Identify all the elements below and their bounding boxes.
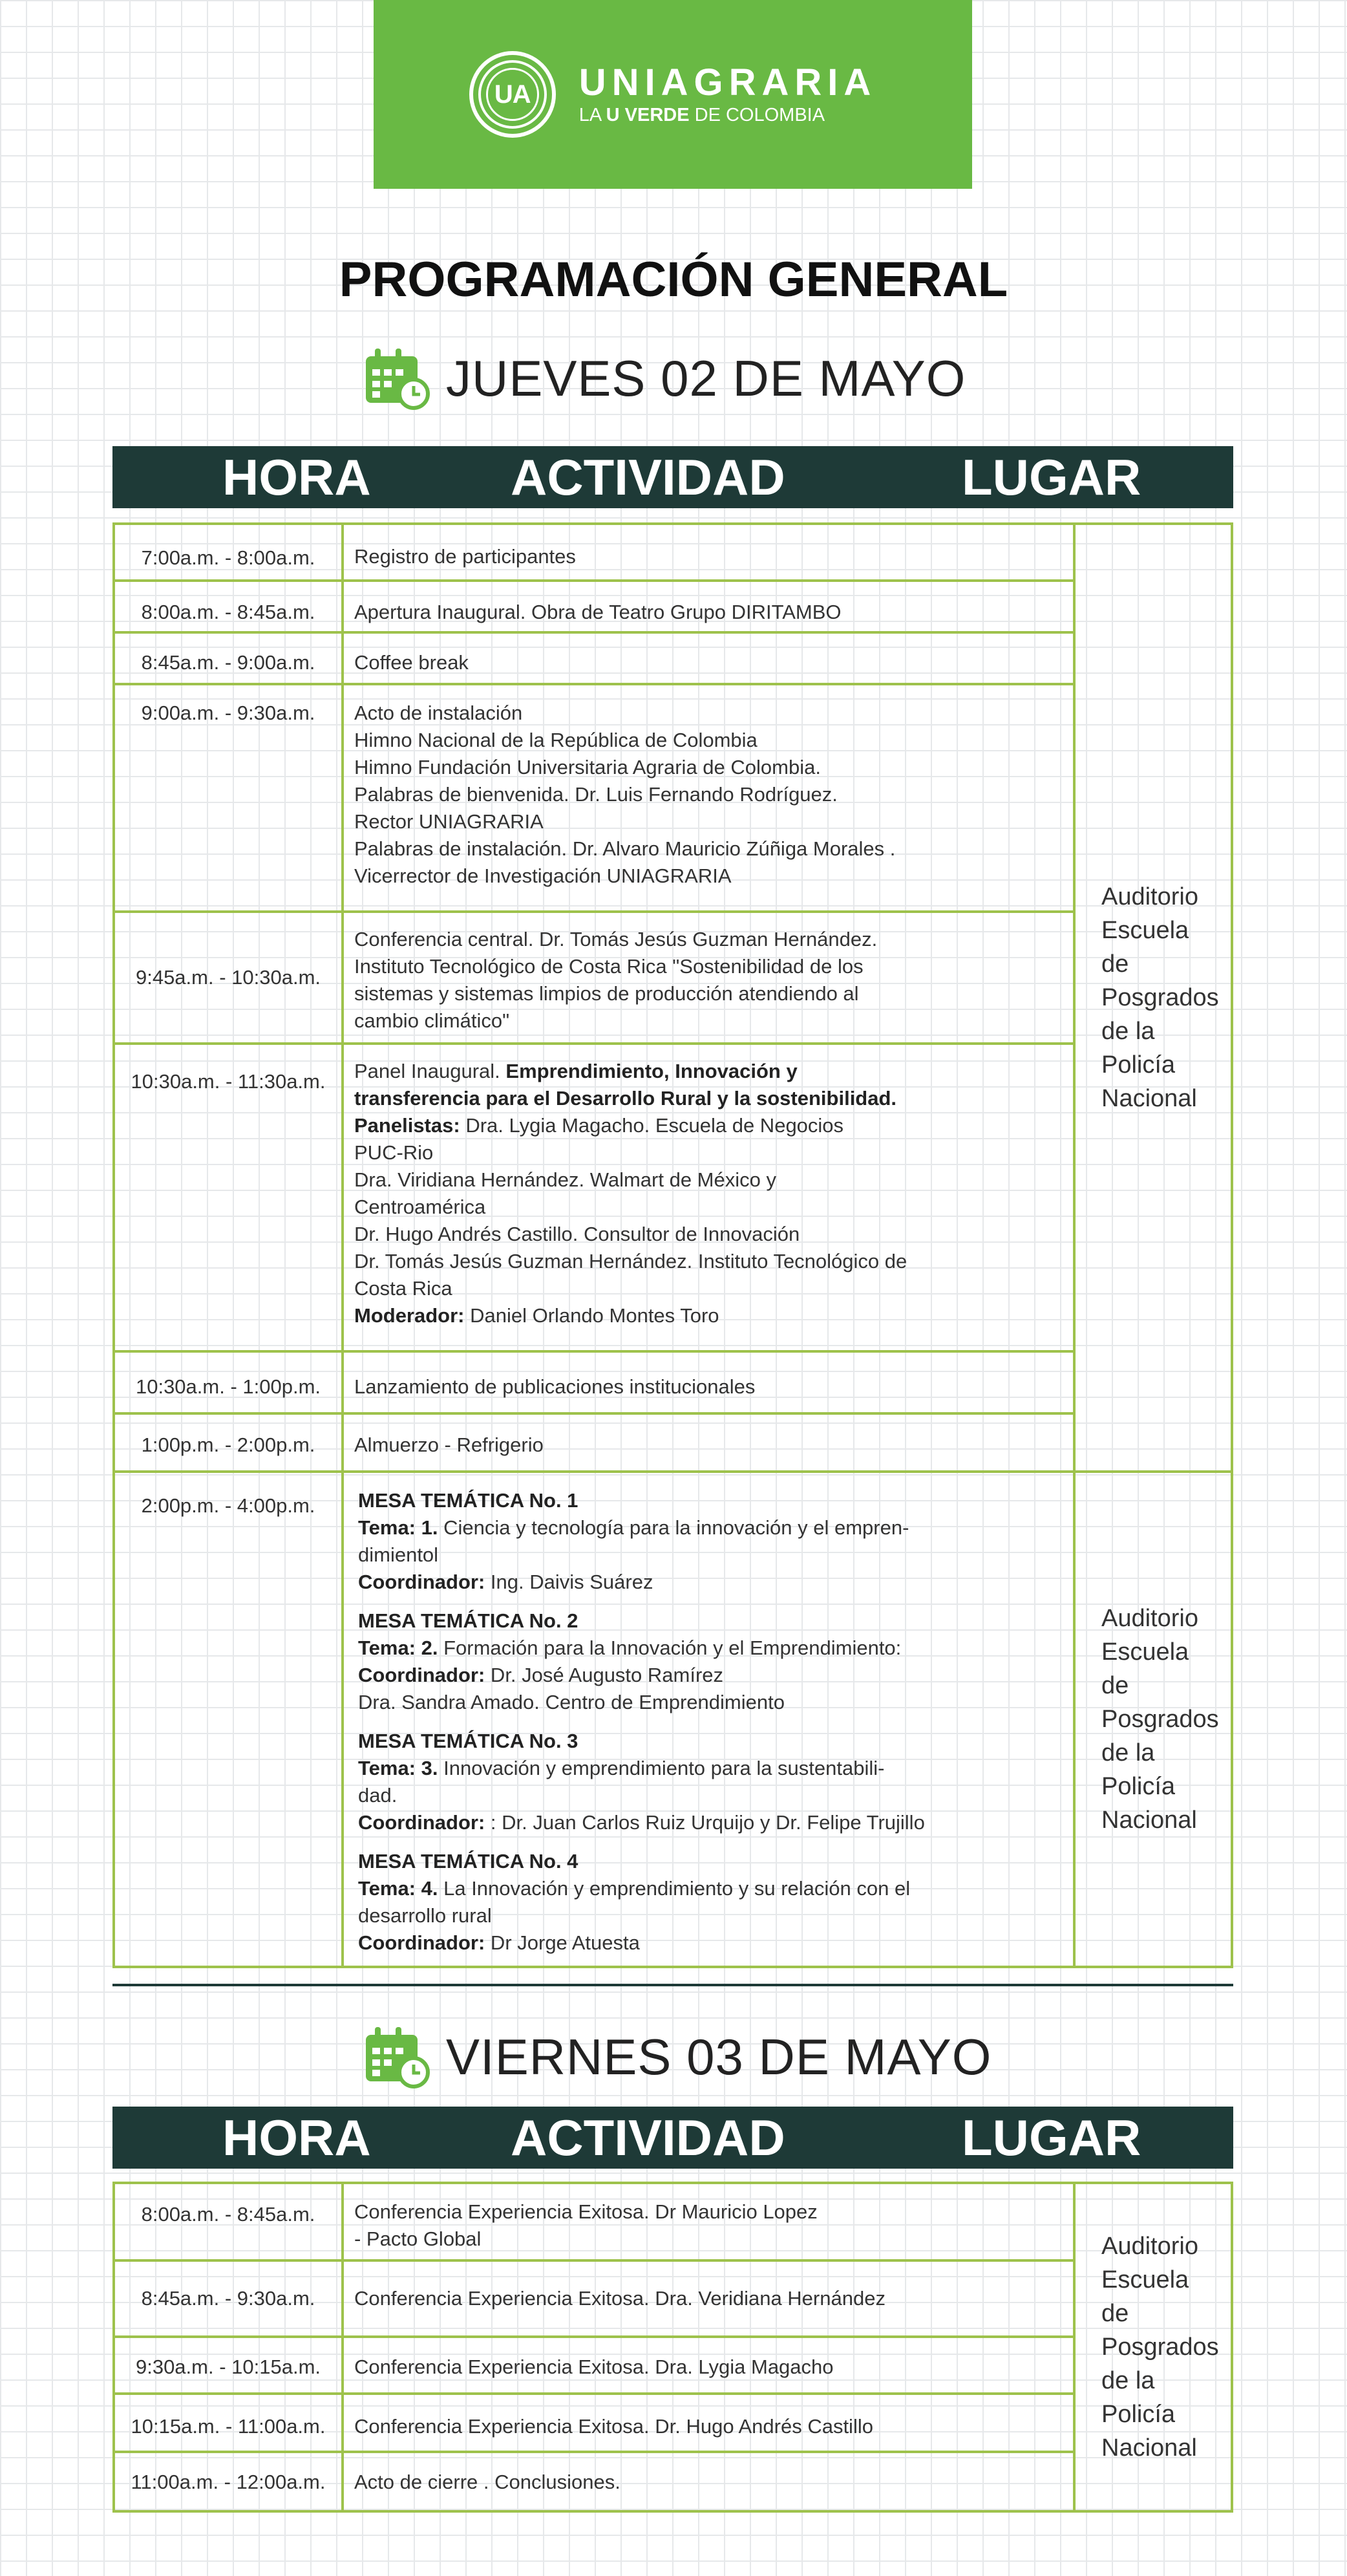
panel-title-line — [354, 1058, 1064, 1085]
coord-extra: Dra. Sandra Amado. Centro de Emprendimiento — [358, 1691, 785, 1713]
tema-label: Tema: 3. — [358, 1757, 438, 1779]
table-row-activity — [341, 2182, 1076, 2262]
coord-text: : Dr. Juan Carlos Ruiz Urquijo y Dr. Felipe Trujillo — [485, 1811, 925, 1834]
activity-line: Costa Rica — [354, 1277, 452, 1300]
activity-line: PUC-Rio — [354, 1141, 434, 1164]
table-row-time: 10:30a.m. - 11:30a.m. — [112, 1042, 344, 1353]
logo-monogram: UA — [494, 80, 531, 109]
table-row-activity — [341, 631, 1076, 685]
activity-line: Acto de cierre . Conclusiones. — [354, 2471, 620, 2493]
tema-label: Tema: 1. — [358, 1516, 438, 1539]
venue-cell — [1073, 2182, 1233, 2513]
coord-text: Dr. José Augusto Ramírez — [485, 1664, 724, 1686]
day2-title: VIERNES 03 DE MAYO — [446, 2028, 992, 2085]
panel-title-line2 — [354, 1085, 1064, 1112]
logo-wordmark — [579, 62, 877, 127]
tema-text: Formación para la Innovación y el Emprendimiento: — [438, 1637, 902, 1659]
table-row-time: 8:45a.m. - 9:30a.m. — [112, 2259, 344, 2338]
activity-line: Conferencia central. Dr. Tomás Jesús Guzman Hernández. — [354, 928, 878, 950]
table-row-time: 10:30a.m. - 1:00p.m. — [112, 1350, 344, 1415]
mesas-cell — [341, 1470, 1076, 1968]
activity-line: Dr. Hugo Andrés Castillo. Consultor de Innovación — [354, 1223, 800, 1245]
coord-label: Coordinador: — [358, 1571, 485, 1593]
activity-line: Dr. Tomás Jesús Guzman Hernández. Instituto Tecnológico de — [354, 1250, 907, 1272]
day2-schedule — [112, 2182, 1233, 2513]
activity-line: Acto de instalación — [354, 702, 523, 724]
day1-heading — [362, 343, 966, 414]
activity-line: Conferencia Experiencia Exitosa. Dra. Veridiana Hernández — [354, 2287, 886, 2310]
table-row-activity — [341, 2451, 1076, 2513]
logo-emblem-icon — [469, 51, 556, 138]
calendar-clock-icon — [362, 346, 433, 411]
tema-cont: dimientol — [358, 1543, 439, 1566]
mesa-item — [358, 1848, 1068, 1957]
table-row-activity — [341, 1350, 1076, 1415]
activity-line: sistemas y sistemas limpios de producción atendiendo al — [354, 982, 859, 1005]
tema-cont: desarrollo rural — [358, 1904, 492, 1927]
activity-text: Coffee break — [354, 651, 469, 674]
coord-label: Coordinador: — [358, 1664, 485, 1686]
panel-prefix: Panel Inaugural. — [354, 1060, 506, 1082]
table-row-time: 11:00a.m. - 12:00a.m. — [112, 2451, 344, 2513]
venue-text: Auditorio Escuela de Posgrados de la Policía Nacional — [1101, 2233, 1219, 2462]
page-title: PROGRAMACIÓN GENERAL — [339, 252, 1008, 307]
table-row-activity — [341, 579, 1076, 634]
tema-text: Innovación y emprendimiento para la sustentabili- — [438, 1757, 885, 1779]
col-actividad: ACTIVIDAD — [511, 449, 785, 506]
table-row-time: 8:00a.m. - 8:45a.m. — [112, 579, 344, 634]
coord-label: Coordinador: — [358, 1811, 485, 1834]
mesa-item — [358, 1607, 1068, 1716]
logo-tagline — [579, 103, 877, 127]
venue-cell — [1073, 1470, 1233, 1968]
table-row-time: 8:00a.m. - 8:45a.m. — [112, 2182, 344, 2262]
mesa-title: MESA TEMÁTICA No. 4 — [358, 1850, 578, 1873]
activity-text: Apertura Inaugural. Obra de Teatro Grupo DIRITAMBO — [354, 601, 842, 623]
tema-cont: dad. — [358, 1784, 398, 1807]
mesa-title: MESA TEMÁTICA No. 1 — [358, 1489, 578, 1512]
table-row-activity — [341, 1042, 1076, 1353]
tagline-pre: LA — [578, 105, 606, 125]
table-row-activity — [341, 2392, 1076, 2453]
tagline-post: DE COLOMBIA — [689, 105, 825, 125]
day2-table-header — [112, 2107, 1233, 2169]
tema-text: La Innovación y emprendimiento y su relación con el — [438, 1877, 911, 1900]
day2-heading — [362, 2021, 992, 2092]
activity-line: Centroamérica — [354, 1196, 486, 1218]
activity-line: Conferencia Experiencia Exitosa. Dr. Hugo Andrés Castillo — [354, 2415, 873, 2438]
coord-label: Coordinador: — [358, 1931, 485, 1954]
activity-text: Registro de participantes — [354, 545, 576, 568]
activity-line: Conferencia Experiencia Exitosa. Dra. Lygia Magacho — [354, 2356, 834, 2378]
col-lugar: LUGAR — [962, 2109, 1141, 2166]
table-row-activity — [341, 522, 1076, 582]
table-row-activity — [341, 2335, 1076, 2395]
col-actividad: ACTIVIDAD — [511, 2109, 785, 2166]
table-row-time: 9:00a.m. - 9:30a.m. — [112, 683, 344, 913]
col-hora: HORA — [222, 2109, 371, 2166]
coord-text: Ing. Daivis Suárez — [485, 1571, 653, 1593]
logo-name: UNIAGRARIA — [578, 61, 877, 103]
moderador-label: Moderador: — [354, 1304, 465, 1327]
tema-text: Ciencia y tecnología para la innovación y el empren- — [438, 1516, 909, 1539]
mesa-title: MESA TEMÁTICA No. 2 — [358, 1609, 578, 1632]
table-row-time: 1:00p.m. - 2:00p.m. — [112, 1412, 344, 1473]
section-divider — [112, 1984, 1233, 1986]
table-row-activity — [341, 2259, 1076, 2338]
panel-title: Emprendimiento, Innovación y — [505, 1060, 798, 1082]
table-row-activity — [341, 910, 1076, 1045]
panel-title-cont: transferencia para el Desarrollo Rural y la sostenibilidad. — [354, 1087, 897, 1110]
col-hora: HORA — [222, 449, 371, 506]
table-row-time: 9:45a.m. - 10:30a.m. — [112, 910, 344, 1045]
activity-line: Conferencia Experiencia Exitosa. Dr Mauricio Lopez — [354, 2200, 818, 2223]
day1-table-header — [112, 446, 1233, 508]
activity-line: - Pacto Global — [354, 2227, 482, 2250]
tema-label: Tema: 2. — [358, 1637, 438, 1659]
venue-cell — [1073, 522, 1233, 1473]
activity-line: cambio climático" — [354, 1009, 510, 1032]
activity-text: Almuerzo - Refrigerio — [354, 1433, 544, 1456]
day1-schedule — [112, 522, 1233, 2019]
coord-text: Dr Jorge Atuesta — [485, 1931, 640, 1954]
table-row-activity — [341, 683, 1076, 913]
tagline-bold: U VERDE — [606, 105, 690, 125]
panelistas-line — [354, 1112, 1064, 1139]
activity-line: Vicerrector de Investigación UNIAGRARIA — [354, 864, 732, 887]
activity-line: Himno Nacional de la República de Colombia — [354, 729, 758, 751]
panelistas-text: Dra. Lygia Magacho. Escuela de Negocios — [460, 1114, 844, 1137]
activity-line: Dra. Viridiana Hernández. Walmart de México y — [354, 1168, 776, 1191]
moderador-text: Daniel Orlando Montes Toro — [464, 1304, 719, 1327]
venue-text: Auditorio Escuela de Posgrados de la Policía Nacional — [1101, 883, 1219, 1112]
activity-text: Lanzamiento de publicaciones institucionales — [354, 1375, 756, 1398]
table-row-time: 2:00p.m. - 4:00p.m. — [112, 1470, 344, 1968]
table-row-time: 7:00a.m. - 8:00a.m. — [112, 522, 344, 582]
moderador-line — [354, 1302, 1064, 1329]
table-row-time: 8:45a.m. - 9:00a.m. — [112, 631, 344, 685]
calendar-clock-icon — [362, 2024, 433, 2089]
activity-line: Rector UNIAGRARIA — [354, 810, 544, 833]
tema-label: Tema: 4. — [358, 1877, 438, 1900]
activity-line: Instituto Tecnológico de Costa Rica "Sostenibilidad de los — [354, 955, 864, 978]
brand-logo — [374, 0, 972, 189]
col-lugar: LUGAR — [962, 449, 1141, 506]
day1-title: JUEVES 02 DE MAYO — [446, 350, 966, 407]
venue-text: Auditorio Escuela de Posgrados de la Policía Nacional — [1101, 1605, 1219, 1834]
activity-line: Himno Fundación Universitaria Agraria de Colombia. — [354, 756, 821, 778]
mesa-item — [358, 1487, 1068, 1596]
activity-line: Palabras de instalación. Dr. Alvaro Mauricio Zúñiga Morales . — [354, 837, 896, 860]
panelistas-label: Panelistas: — [354, 1114, 460, 1137]
mesa-item — [358, 1728, 1068, 1836]
table-row-time: 10:15a.m. - 11:00a.m. — [112, 2392, 344, 2453]
table-row-time: 9:30a.m. - 10:15a.m. — [112, 2335, 344, 2395]
activity-line: Palabras de bienvenida. Dr. Luis Fernando Rodríguez. — [354, 783, 838, 806]
mesa-title: MESA TEMÁTICA No. 3 — [358, 1730, 578, 1752]
table-row-activity — [341, 1412, 1076, 1473]
